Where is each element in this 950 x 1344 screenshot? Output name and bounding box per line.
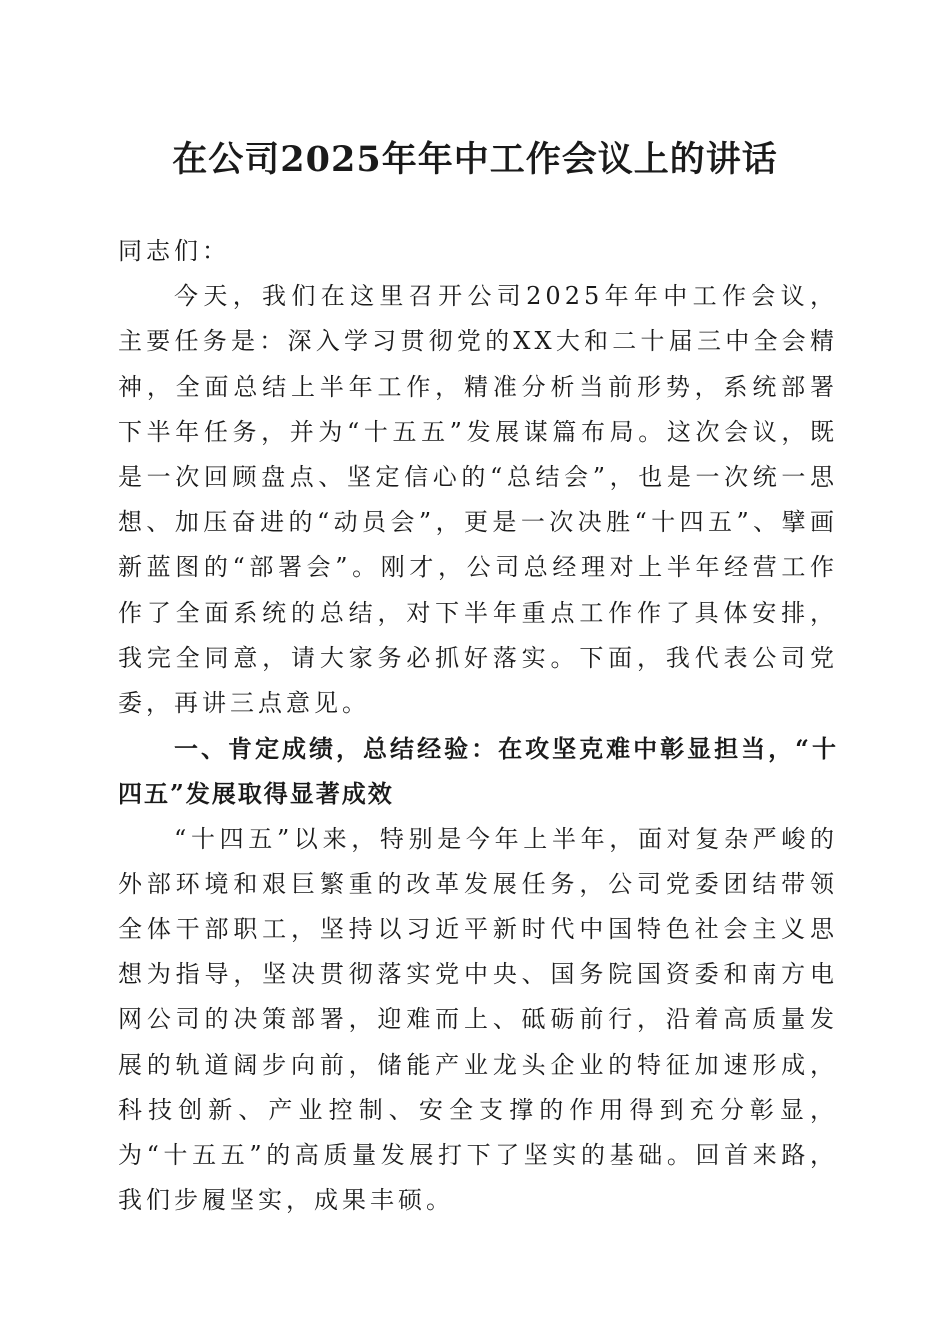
section-heading: 一、肯定成绩，总结经验：在攻坚克难中彰显担当，“十四五”发展取得显著成效 [118,734,838,809]
document-title: 在公司2025年年中工作会议上的讲话 [172,139,778,180]
opening-paragraph: 今天，我们在这里召开公司2025年年中工作会议，主要任务是：深入学习贯彻党的XX大和二十届三中全会精神，全面总结上半年工作，精准分析当前形势，系统部署下半年任务，并为“十五五”发展谋篇布局。这次会议，既是一次回顾盘点、坚定信心的“总结会”，也是一次统一思想、加压奋进的“动员会”，更是一次决胜“十四五”、擘画新蓝图的“部署会”。刚才，公司总经理对上半年经营工作作了全面系统的总结，对下半年重点工作作了具体安排，我完全同意，请大家务必抓好落实。下面，我代表公司党委，再讲三点意见。 [118,282,838,718]
document-body [118,229,838,1223]
salutation: 同志们： [118,237,230,265]
section-paragraph: “十四五”以来，特别是今年上半年，面对复杂严峻的外部环境和艰巨繁重的改革发展任务，公司党委团结带领全体干部职工，坚持以习近平新时代中国特色社会主义思想为指导，坚决贯彻落实党中央、国务院国资委和南方电网公司的决策部署，迎难而上、砥砺前行，沿着高质量发展的轨道阔步向前，储能产业龙头企业的特征加速形成，科技创新、产业控制、安全支撑的作用得到充分彰显，为“十五五”的高质量发展打下了坚实的基础。回首来路，我们步履坚实，成果丰硕。 [118,824,838,1215]
